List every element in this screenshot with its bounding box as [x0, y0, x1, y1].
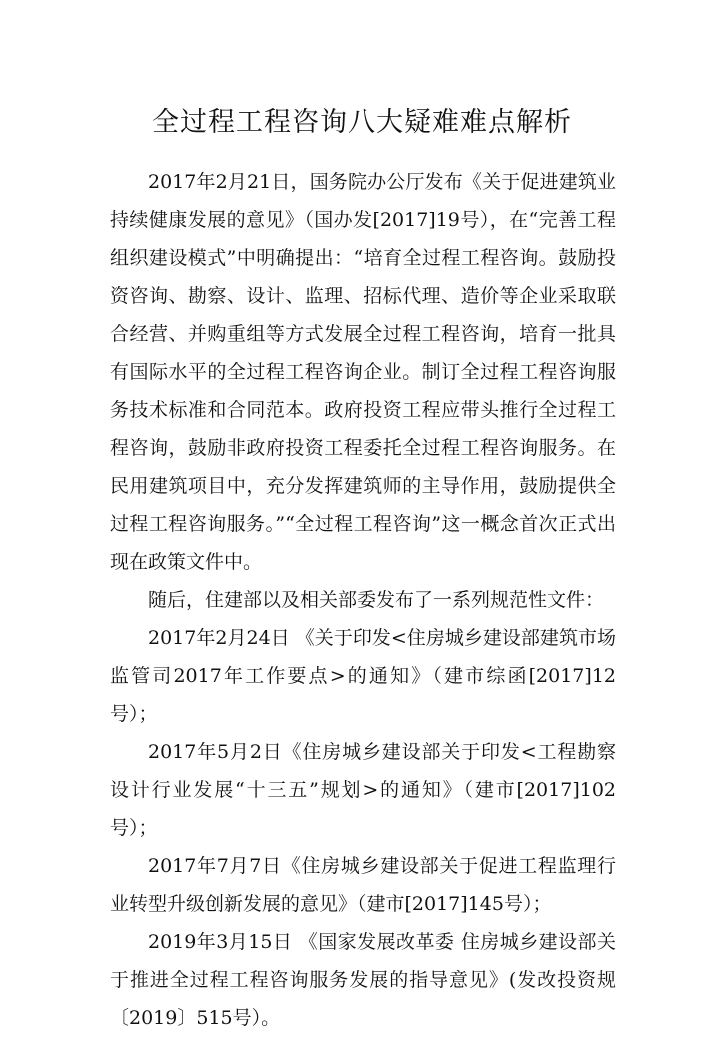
- paragraph-policy-intro: 2017年2月21日，国务院办公厅发布《关于促进建筑业持续健康发展的意见》（国办发[2017]19号），在“完善工程组织建设模式”中明确提出：“培育全过程工程咨询。鼓励投资咨询、勘察、设计、监理、招标代理、造价等企业采取联合经营、并购重组等方式发展全过程工程咨询，培育一批具有国际水平的全过程工程咨询企业。制订全过程工程咨询服务技术标准和合同范本。政府投资工程应带头推行全过程工程咨询，鼓励非政府投资工程委托全过程工程咨询服务。在民用建筑项目中，充分发挥建筑师的主导作用，鼓励提供全过程工程咨询服务。”“全过程工程咨询”这一概念首次正式出现在政策文件中。: [110, 171, 616, 573]
- document-body: [110, 163, 616, 1037]
- document-title: 全过程工程咨询八大疑难难点解析: [152, 107, 572, 138]
- paragraph-doc-2019-03-15: 2019年3月15日 《国家发展改革委 住房城乡建设部关于推进全过程工程咨询服务发展的指导意见》(发改投资规〔2019〕515号）。: [110, 931, 616, 1029]
- paragraph-doc-2017-02-24: 2017年2月24日 《关于印发<住房城乡建设部建筑市场监管司2017年工作要点>的通知》（建市综函[2017]12号）；: [110, 627, 616, 725]
- paragraph-doc-2017-07-07: 2017年7月7日《住房城乡建设部关于促进工程监理行业转型升级创新发展的意见》（建市[2017]145号）；: [110, 855, 616, 915]
- paragraph-followup: 随后，住建部以及相关部委发布了一系列规范性文件：: [148, 589, 605, 611]
- paragraph-doc-2017-05-02: 2017年5月2日《住房城乡建设部关于印发<工程勘察设计行业发展“十三五”规划>的通知》（建市[2017]102号）；: [110, 741, 616, 839]
